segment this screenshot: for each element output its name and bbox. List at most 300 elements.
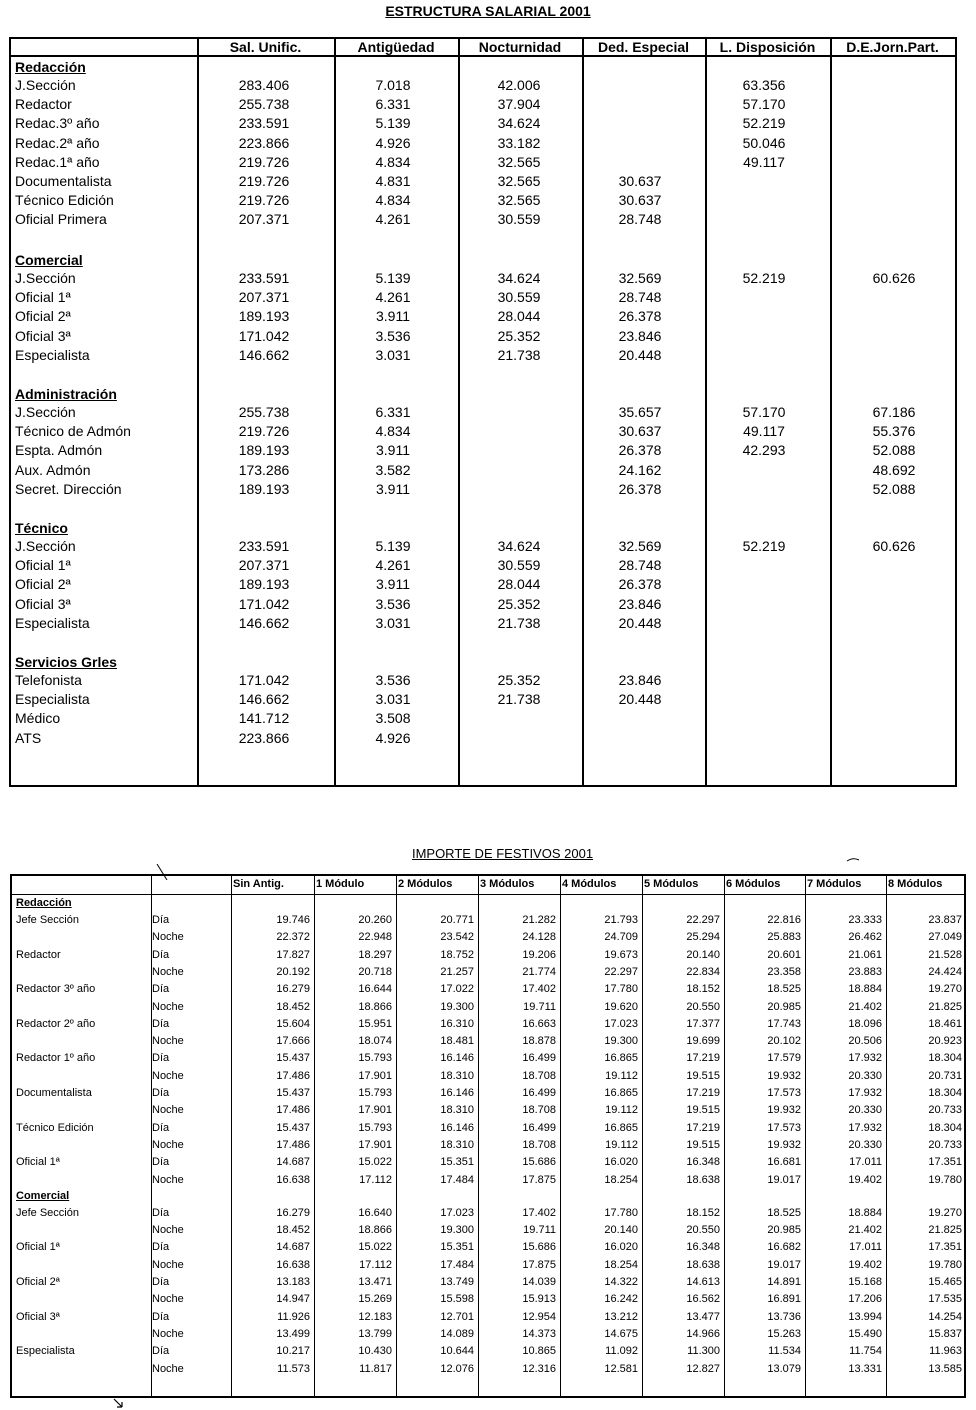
cell-value: 17.484 — [440, 1173, 474, 1186]
table-row — [12, 981, 964, 998]
cell-value: 16.865 — [604, 1052, 638, 1065]
cell-value: 16.279 — [276, 1206, 310, 1219]
cell-value: 37.904 — [497, 96, 541, 113]
cell-value: 3.508 — [375, 710, 411, 727]
cell-value: 20.448 — [618, 614, 662, 631]
cell-value: 20.140 — [604, 1224, 638, 1237]
cell-value: 30.637 — [618, 423, 662, 440]
cell-value: 23.837 — [928, 914, 962, 926]
column-header: 3 Módulos — [480, 878, 535, 890]
cell-value: 21.774 — [522, 965, 556, 978]
row-label: Oficial 3ª — [15, 327, 71, 344]
cell-value: 233.591 — [238, 270, 290, 286]
cell-value: 18.461 — [928, 1017, 962, 1030]
cell-value: 21.402 — [848, 1000, 882, 1013]
section-heading: Comercial — [16, 1189, 70, 1202]
table-row — [11, 480, 955, 499]
shift-label: Noche — [152, 1173, 184, 1186]
cell-value: 13.331 — [848, 1362, 882, 1375]
table-row — [12, 1172, 964, 1189]
row-label: J.Sección — [15, 538, 76, 554]
cell-value: 17.780 — [604, 983, 638, 996]
row-label: Oficial Primera — [15, 211, 107, 228]
cell-value: 11.300 — [687, 1345, 720, 1358]
cell-value: 146.662 — [238, 346, 290, 363]
table-row — [11, 172, 955, 191]
cell-value: 17.932 — [848, 1052, 882, 1065]
cell-value: 15.598 — [440, 1293, 474, 1306]
cell-value: 16.562 — [686, 1293, 720, 1306]
cell-value: 19.932 — [767, 1104, 801, 1117]
cell-value: 25.352 — [497, 327, 541, 344]
column-header: Sin Antig. — [233, 878, 284, 890]
cell-value: 11.092 — [605, 1345, 638, 1358]
cell-value: 20.731 — [928, 1069, 962, 1082]
cell-value: 19.402 — [848, 1173, 882, 1186]
cell-value: 18.096 — [848, 1017, 882, 1030]
cell-value: 15.837 — [928, 1327, 962, 1340]
cell-value: 17.402 — [522, 983, 556, 996]
cell-value: 48.692 — [872, 461, 916, 478]
table-row — [12, 1016, 964, 1033]
cell-value: 16.242 — [604, 1293, 638, 1306]
row-label: Jefe Sección — [16, 914, 79, 926]
cell-value: 21.257 — [440, 965, 474, 978]
shift-label: Día — [152, 1121, 170, 1134]
cell-value: 10.865 — [522, 1345, 556, 1358]
cell-value: 20.718 — [358, 965, 392, 978]
cell-value: 35.657 — [618, 404, 662, 420]
cell-value: 15.351 — [440, 1156, 474, 1169]
cell-value: 18.708 — [522, 1138, 556, 1151]
row-label: Oficial 3ª — [15, 595, 71, 612]
table-row — [11, 327, 955, 346]
cell-value: 19.515 — [686, 1104, 720, 1117]
cell-value: 17.827 — [276, 948, 310, 961]
cell-value: 4.261 — [375, 289, 411, 306]
cell-value: 21.282 — [522, 914, 556, 926]
shift-label: Noche — [152, 1327, 184, 1340]
cell-value: 14.039 — [522, 1276, 556, 1288]
shift-label: Noche — [152, 1104, 184, 1117]
cell-value: 17.377 — [686, 1017, 720, 1030]
cell-value: 18.638 — [686, 1258, 720, 1271]
cell-value: 12.076 — [440, 1362, 474, 1375]
cell-value: 207.371 — [238, 289, 290, 306]
cell-value: 18.866 — [358, 1000, 392, 1013]
cell-value: 4.261 — [375, 211, 411, 228]
cell-value: 15.686 — [522, 1241, 556, 1254]
cell-value: 3.031 — [375, 346, 411, 363]
shift-label: Día — [152, 1276, 170, 1288]
cell-value: 19.300 — [440, 1224, 474, 1237]
cell-value: 17.901 — [358, 1138, 392, 1151]
cell-value: 16.499 — [522, 1052, 556, 1065]
cell-value: 30.559 — [497, 557, 541, 574]
cell-value: 15.437 — [276, 1052, 310, 1065]
cell-value: 16.348 — [686, 1241, 720, 1254]
cell-value: 20.260 — [358, 914, 392, 926]
cell-value: 12.827 — [686, 1362, 720, 1375]
cell-value: 14.891 — [767, 1276, 801, 1288]
row-label: Especialista — [15, 346, 90, 363]
cell-value: 13.477 — [686, 1310, 720, 1323]
cell-value: 33.182 — [497, 134, 541, 151]
cell-value: 21.825 — [928, 1000, 962, 1013]
shift-label: Día — [152, 1156, 170, 1169]
cell-value: 28.748 — [618, 289, 662, 306]
cell-value: 27.049 — [928, 931, 962, 944]
table-row — [11, 537, 955, 556]
cell-value: 19.699 — [686, 1035, 720, 1048]
cell-value: 19.112 — [605, 1069, 638, 1082]
row-label: Oficial 2ª — [16, 1276, 60, 1288]
table-row — [11, 671, 955, 690]
cell-value: 57.170 — [742, 404, 786, 420]
cell-value: 17.486 — [276, 1138, 310, 1151]
cell-value: 15.022 — [358, 1156, 392, 1169]
cell-value: 18.297 — [358, 948, 392, 961]
cell-value: 32.565 — [497, 173, 541, 189]
cell-value: 16.499 — [522, 1087, 556, 1099]
table-row — [11, 403, 955, 422]
cell-value: 67.186 — [872, 404, 916, 420]
cell-value: 19.673 — [604, 948, 638, 961]
cell-value: 25.352 — [497, 595, 541, 612]
cell-value: 16.681 — [767, 1156, 801, 1169]
cell-value: 13.499 — [276, 1327, 310, 1340]
column-header: 2 Módulos — [398, 878, 453, 890]
section-heading: Técnico — [15, 520, 68, 536]
cell-value: 219.726 — [238, 153, 290, 170]
cell-value: 15.437 — [276, 1121, 310, 1134]
cell-value: 13.212 — [604, 1310, 638, 1323]
cell-value: 13.799 — [358, 1327, 392, 1340]
table-row — [12, 1137, 964, 1154]
cell-value: 3.536 — [375, 595, 411, 612]
cell-value: 16.310 — [440, 1017, 474, 1030]
cell-value: 22.297 — [686, 914, 720, 926]
cell-value: 19.402 — [848, 1258, 882, 1271]
cell-value: 223.866 — [238, 134, 290, 151]
table-row — [11, 729, 955, 748]
cell-value: 11.817 — [359, 1362, 392, 1375]
row-label: Telefonista — [15, 672, 82, 688]
cell-value: 4.261 — [375, 557, 411, 574]
holiday-table-title: IMPORTE DE FESTIVOS 2001 — [411, 846, 594, 861]
table-row — [11, 307, 955, 326]
cell-value: 11.963 — [929, 1345, 962, 1358]
cell-value: 171.042 — [238, 672, 290, 688]
cell-value: 25.883 — [767, 931, 801, 944]
cell-value: 19.711 — [523, 1000, 556, 1013]
cell-value: 20.985 — [767, 1224, 801, 1237]
cell-value: 4.834 — [375, 153, 411, 170]
column-header: L. Disposición — [719, 39, 816, 55]
cell-value: 22.372 — [276, 931, 310, 944]
table-row — [12, 1309, 964, 1326]
column-header: Sal. Unific. — [229, 39, 302, 55]
cell-value: 13.994 — [848, 1310, 882, 1323]
cell-value: 19.017 — [767, 1258, 801, 1271]
cell-value: 4.926 — [375, 134, 411, 151]
cell-value: 10.644 — [440, 1345, 474, 1358]
table-row — [12, 1361, 964, 1378]
cell-value: 20.550 — [686, 1000, 720, 1013]
cell-value: 22.948 — [358, 931, 392, 944]
cell-value: 15.793 — [358, 1087, 392, 1099]
cell-value: 23.846 — [618, 595, 662, 612]
cell-value: 21.061 — [848, 948, 882, 961]
cell-value: 13.471 — [358, 1276, 392, 1288]
table-row — [12, 1274, 964, 1291]
row-label: Redac.3º año — [15, 115, 100, 132]
stray-arrow-mark — [112, 1397, 126, 1409]
cell-value: 18.452 — [276, 1000, 310, 1013]
cell-value: 7.018 — [375, 77, 411, 93]
cell-value: 22.297 — [604, 965, 638, 978]
cell-value: 14.947 — [276, 1293, 310, 1306]
shift-label: Noche — [152, 931, 184, 944]
cell-value: 18.866 — [358, 1224, 392, 1237]
cell-value: 63.356 — [742, 77, 786, 93]
table-row — [11, 690, 955, 709]
cell-value: 18.254 — [604, 1173, 638, 1186]
cell-value: 16.865 — [604, 1121, 638, 1134]
cell-value: 57.170 — [742, 96, 786, 113]
cell-value: 19.112 — [605, 1138, 638, 1151]
cell-value: 146.662 — [238, 614, 290, 631]
table-row — [11, 461, 955, 480]
cell-value: 18.752 — [440, 948, 474, 961]
cell-value: 12.316 — [522, 1362, 556, 1375]
cell-value: 17.573 — [767, 1087, 801, 1099]
cell-value: 6.331 — [375, 96, 411, 113]
cell-value: 6.331 — [375, 404, 411, 420]
row-label: Redac.1ª año — [15, 153, 100, 170]
cell-value: 17.573 — [767, 1121, 801, 1134]
cell-value: 18.884 — [848, 983, 882, 996]
table-row — [11, 95, 955, 114]
shift-label: Noche — [152, 965, 184, 978]
cell-value: 3.031 — [375, 691, 411, 708]
section-heading: Servicios Grles — [15, 654, 117, 670]
cell-value: 23.333 — [848, 914, 882, 926]
cell-value: 4.834 — [375, 192, 411, 209]
cell-value: 15.465 — [928, 1276, 962, 1288]
table-row — [12, 1102, 964, 1119]
cell-value: 15.263 — [767, 1327, 801, 1340]
cell-value: 18.452 — [276, 1224, 310, 1237]
row-label: Oficial 2ª — [15, 308, 71, 325]
cell-value: 19.112 — [605, 1104, 638, 1117]
cell-value: 18.481 — [440, 1035, 474, 1048]
cell-value: 13.183 — [276, 1276, 310, 1288]
cell-value: 233.591 — [238, 115, 290, 132]
cell-value: 16.348 — [686, 1156, 720, 1169]
cell-value: 19.515 — [686, 1138, 720, 1151]
cell-value: 17.351 — [928, 1156, 962, 1169]
cell-value: 20.330 — [848, 1138, 882, 1151]
cell-value: 17.901 — [358, 1069, 392, 1082]
cell-value: 18.254 — [604, 1258, 638, 1271]
shift-label: Noche — [152, 1293, 184, 1306]
cell-value: 12.581 — [604, 1362, 638, 1375]
cell-value: 18.310 — [440, 1104, 474, 1117]
cell-value: 16.865 — [604, 1087, 638, 1099]
cell-value: 14.613 — [686, 1276, 720, 1288]
cell-value: 255.738 — [238, 96, 290, 113]
cell-value: 17.402 — [522, 1206, 556, 1219]
cell-value: 17.022 — [440, 983, 474, 996]
cell-value: 14.687 — [276, 1156, 310, 1169]
cell-value: 20.923 — [928, 1035, 962, 1048]
cell-value: 20.771 — [440, 914, 474, 926]
section-heading: Redacción — [15, 59, 86, 75]
cell-value: 28.748 — [618, 557, 662, 574]
table-row — [12, 1257, 964, 1274]
cell-value: 16.279 — [276, 983, 310, 996]
cell-value: 17.535 — [928, 1293, 962, 1306]
cell-value: 20.102 — [767, 1035, 801, 1048]
cell-value: 12.954 — [522, 1310, 556, 1323]
shift-label: Noche — [152, 1138, 184, 1151]
shift-label: Noche — [152, 1224, 184, 1237]
table-row — [12, 1033, 964, 1050]
cell-value: 5.139 — [375, 270, 411, 286]
cell-value: 42.006 — [497, 77, 541, 93]
table-row — [12, 1120, 964, 1137]
cell-value: 17.351 — [928, 1241, 962, 1254]
cell-value: 15.437 — [276, 1087, 310, 1099]
cell-value: 171.042 — [238, 327, 290, 344]
cell-value: 11.926 — [277, 1310, 310, 1323]
cell-value: 19.746 — [276, 914, 310, 926]
cell-value: 20.330 — [848, 1104, 882, 1117]
cell-value: 23.846 — [618, 672, 662, 688]
cell-value: 19.620 — [604, 1000, 638, 1013]
cell-value: 21.738 — [497, 614, 541, 631]
table-row — [12, 1222, 964, 1239]
cell-value: 19.780 — [928, 1173, 962, 1186]
cell-value: 15.022 — [358, 1241, 392, 1254]
holiday-header-row — [12, 876, 964, 895]
shift-label: Día — [152, 1087, 170, 1099]
cell-value: 24.709 — [604, 931, 638, 944]
cell-value: 18.074 — [358, 1035, 392, 1048]
cell-value: 19.780 — [928, 1258, 962, 1271]
cell-value: 28.044 — [497, 308, 541, 325]
table-row — [12, 1085, 964, 1102]
cell-value: 16.146 — [440, 1052, 474, 1065]
cell-value: 11.754 — [849, 1345, 882, 1358]
cell-value: 10.430 — [358, 1345, 392, 1358]
table-row — [12, 1291, 964, 1308]
table-row — [11, 346, 955, 365]
cell-value: 21.402 — [848, 1224, 882, 1237]
cell-value: 223.866 — [238, 729, 290, 746]
row-label: Técnico Edición — [15, 192, 114, 209]
row-label: Oficial 3ª — [16, 1310, 60, 1323]
cell-value: 30.559 — [497, 211, 541, 228]
holiday-payments-table — [10, 874, 966, 1398]
cell-value: 21.738 — [497, 691, 541, 708]
salary-table-title: ESTRUCTURA SALARIAL 2001 — [385, 3, 591, 19]
cell-value: 11.573 — [277, 1362, 310, 1375]
cell-value: 16.020 — [604, 1241, 638, 1254]
cell-value: 15.604 — [276, 1017, 310, 1030]
shift-label: Día — [152, 914, 170, 926]
cell-value: 17.219 — [686, 1121, 720, 1134]
cell-value: 20.550 — [686, 1224, 720, 1237]
shift-label: Día — [152, 1206, 170, 1219]
cell-value: 14.322 — [604, 1276, 638, 1288]
cell-value: 18.525 — [767, 983, 801, 996]
cell-value: 12.701 — [440, 1310, 474, 1323]
cell-value: 25.294 — [686, 931, 720, 944]
cell-value: 16.891 — [767, 1293, 801, 1306]
cell-value: 32.569 — [618, 270, 662, 286]
cell-value: 17.023 — [604, 1017, 638, 1030]
cell-value: 21.793 — [604, 914, 638, 926]
cell-value: 17.484 — [440, 1258, 474, 1271]
cell-value: 12.183 — [358, 1310, 392, 1323]
table-row — [12, 947, 964, 964]
table-row — [12, 964, 964, 981]
cell-value: 26.378 — [618, 480, 662, 497]
stray-pen-mark — [846, 857, 860, 863]
cell-value: 14.966 — [686, 1327, 720, 1340]
cell-value: 16.020 — [604, 1156, 638, 1169]
cell-value: 219.726 — [238, 173, 290, 189]
cell-value: 18.152 — [686, 1206, 720, 1219]
cell-value: 20.601 — [767, 948, 801, 961]
cell-value: 15.269 — [358, 1293, 392, 1306]
column-header: Antigüedad — [357, 39, 435, 55]
table-row — [11, 191, 955, 210]
cell-value: 189.193 — [238, 576, 290, 593]
cell-value: 15.793 — [358, 1052, 392, 1065]
row-label: Oficial 2ª — [15, 576, 71, 593]
cell-value: 3.031 — [375, 614, 411, 631]
row-label: Especialista — [15, 614, 90, 631]
row-label: Técnico Edición — [16, 1121, 94, 1134]
row-label: Documentalista — [16, 1087, 92, 1099]
table-row — [11, 153, 955, 172]
cell-value: 219.726 — [238, 192, 290, 209]
cell-value: 173.286 — [238, 461, 290, 478]
cell-value: 17.486 — [276, 1104, 310, 1117]
cell-value: 16.146 — [440, 1087, 474, 1099]
cell-value: 30.637 — [618, 192, 662, 209]
cell-value: 18.525 — [767, 1206, 801, 1219]
cell-value: 26.378 — [618, 576, 662, 593]
row-label: Redactor — [15, 96, 72, 113]
cell-value: 17.112 — [359, 1258, 392, 1271]
table-row — [12, 1343, 964, 1360]
cell-value: 60.626 — [872, 270, 916, 286]
cell-value: 16.663 — [522, 1017, 556, 1030]
table-row — [11, 595, 955, 614]
cell-value: 28.748 — [618, 211, 662, 228]
row-label: J.Sección — [15, 404, 76, 420]
row-label: Especialista — [16, 1345, 75, 1358]
cell-value: 52.219 — [742, 270, 786, 286]
cell-value: 14.675 — [604, 1327, 638, 1340]
cell-value: 171.042 — [238, 595, 290, 612]
cell-value: 17.875 — [522, 1173, 556, 1186]
cell-value: 25.352 — [497, 672, 541, 688]
